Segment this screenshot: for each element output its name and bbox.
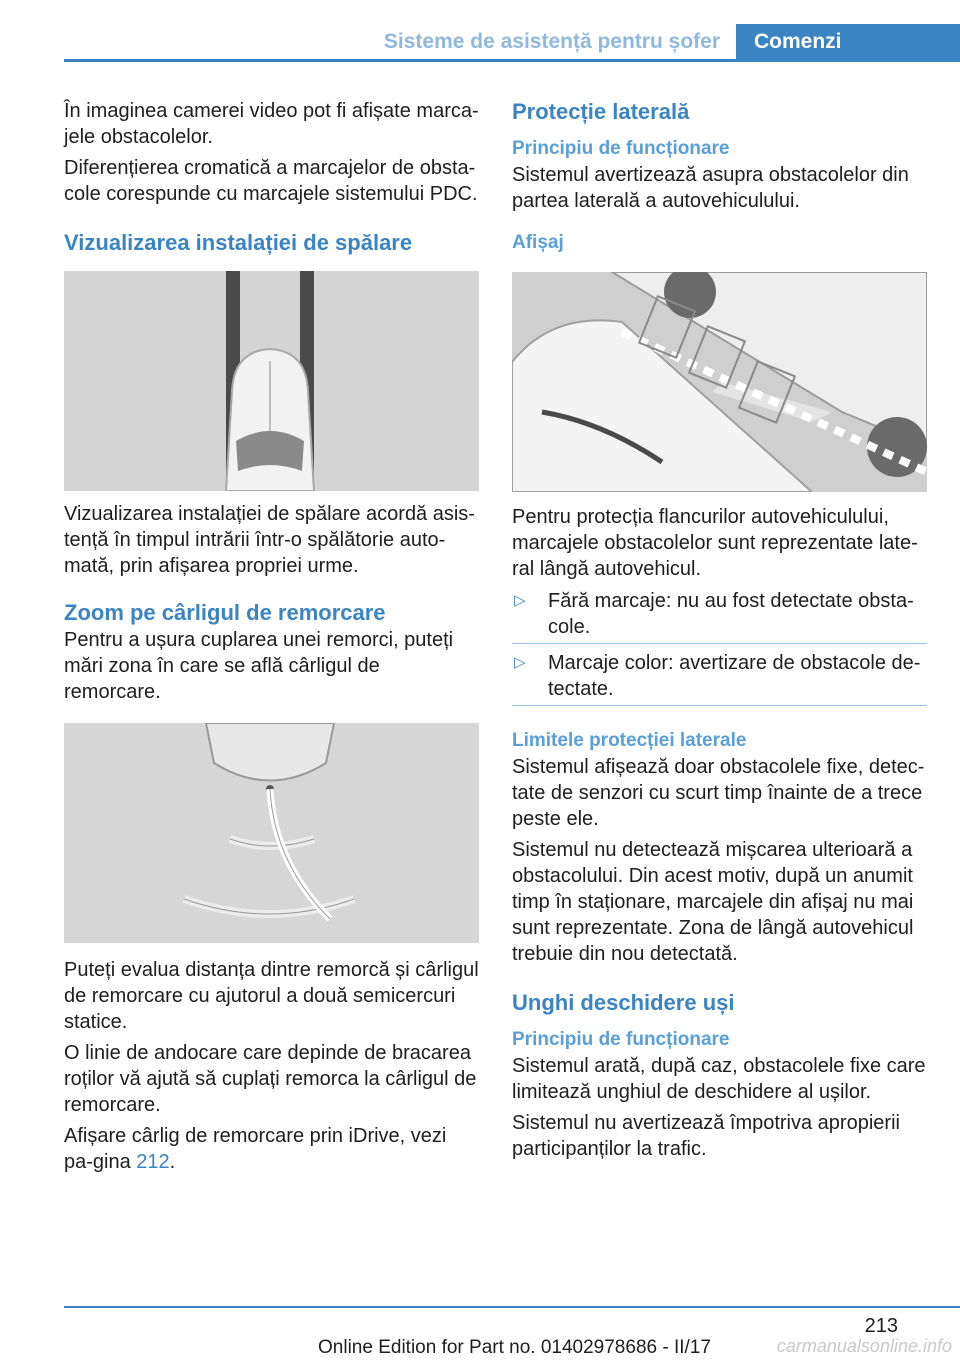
- side-protection-illustration: [512, 272, 927, 492]
- page-number: 213: [864, 1315, 898, 1337]
- heading-side-protection: Protecție laterală: [512, 99, 690, 124]
- bullet-triangle-icon: ▷: [514, 592, 526, 609]
- heading-wash-view: Vizualizarea instalației de spălare: [64, 230, 413, 255]
- bullet-triangle-icon: ▷: [514, 654, 526, 671]
- bullet-divider: [512, 643, 927, 644]
- page-link-212[interactable]: 212: [136, 1151, 170, 1173]
- heading-principle: Principiu de funcționare: [512, 138, 730, 159]
- bullet-item-2: [512, 650, 927, 702]
- docking-line-paragraph: O linie de andocare care depinde de bracarea roților vă ajută să cuplați remorca la cârligul de remorcare.: [64, 1042, 477, 1116]
- hitch-eval-paragraph: Puteți evalua distanța dintre remorcă și cârligul de remorcare cu ajutorul a două semicercuri statice.: [64, 959, 479, 1033]
- intro-paragraph-1: În imaginea camerei video pot fi afișate marca‐jele obstacolelor.: [64, 100, 479, 148]
- intro-paragraph-2: Diferențierea cromatică a marcajelor de obsta‐cole corespunde cu marcajele sistemului PDC.: [64, 157, 478, 205]
- heading-principle-doors: Principiu de funcționare: [512, 1029, 730, 1050]
- header-tab-comenzi[interactable]: Comenzi: [736, 24, 960, 62]
- wash-view-paragraph: Vizualizarea instalației de spălare acordă asis‐tență în timpul intrării într-o spălătorie auto‐mată, prin afișarea propriei urme.: [64, 503, 475, 577]
- edition-label: Online Edition for Part no. 01402978686 - II/17: [318, 1337, 711, 1358]
- hitch-zoom-paragraph: Pentru a ușura cuplarea unei remorci, puteți mări zona în care se află cârligul de remorcare.: [64, 629, 454, 703]
- limits-paragraph-2: Sistemul nu detectează mișcarea ulterioară a obstacolului. Din acest motiv, după un anumit timp în staționare, marcajele din afișaj nu mai sunt reprezentate. Zona de lângă autovehicul trebuie din nou detectată.: [512, 839, 914, 965]
- limits-paragraph-1: Sistemul afișează doar obstacolele fixe, detec‐tate de senzori cu scurt timp înainte de a trece peste ele.: [512, 756, 925, 830]
- reference-suffix: .: [169, 1151, 176, 1173]
- heading-limits: Limitele protecției laterale: [512, 730, 747, 751]
- principle-paragraph: Sistemul avertizează asupra obstacolelor din partea laterală a autovehiculului.: [512, 164, 909, 212]
- hitch-reference-paragraph: [64, 1123, 479, 1175]
- footer-rule: [64, 1306, 960, 1308]
- watermark: carmanualsonline.info: [776, 1336, 952, 1356]
- car-wash-illustration: [64, 271, 479, 491]
- right-column: [512, 98, 927, 1162]
- header-section-title: Sisteme de asistență pentru șofer: [383, 30, 720, 53]
- hitch-zoom-illustration: [64, 723, 479, 943]
- header-rule: [64, 59, 960, 62]
- bullet-divider: [512, 705, 927, 706]
- display-paragraph: Pentru protecția flancurilor autovehiculului, marcajele obstacolelor sunt reprezentate late‐ral lângă autovehicul.: [512, 506, 918, 580]
- doors-paragraph-2: Sistemul nu avertizează împotriva apropierii participanților la trafic.: [512, 1112, 900, 1160]
- bullet-text-1: Fără marcaje: nu au fost detectate obsta‐cole.: [548, 590, 914, 638]
- doors-paragraph-1: Sistemul arată, după caz, obstacolele fixe care limitează unghiul de deschidere al ușilor.: [512, 1055, 926, 1103]
- bullet-item-1: [512, 588, 927, 640]
- bullet-text-2: Marcaje color: avertizare de obstacole de‐tectate.: [548, 652, 921, 700]
- left-column: [64, 98, 479, 1175]
- heading-door-angle: Unghi deschidere uși: [512, 990, 735, 1015]
- heading-display: Afișaj: [512, 232, 564, 253]
- heading-hitch-zoom: Zoom pe cârligul de remorcare: [64, 600, 386, 625]
- reference-text: Afișare cârlig de remorcare prin iDrive, vezi pa‐gina: [64, 1125, 447, 1173]
